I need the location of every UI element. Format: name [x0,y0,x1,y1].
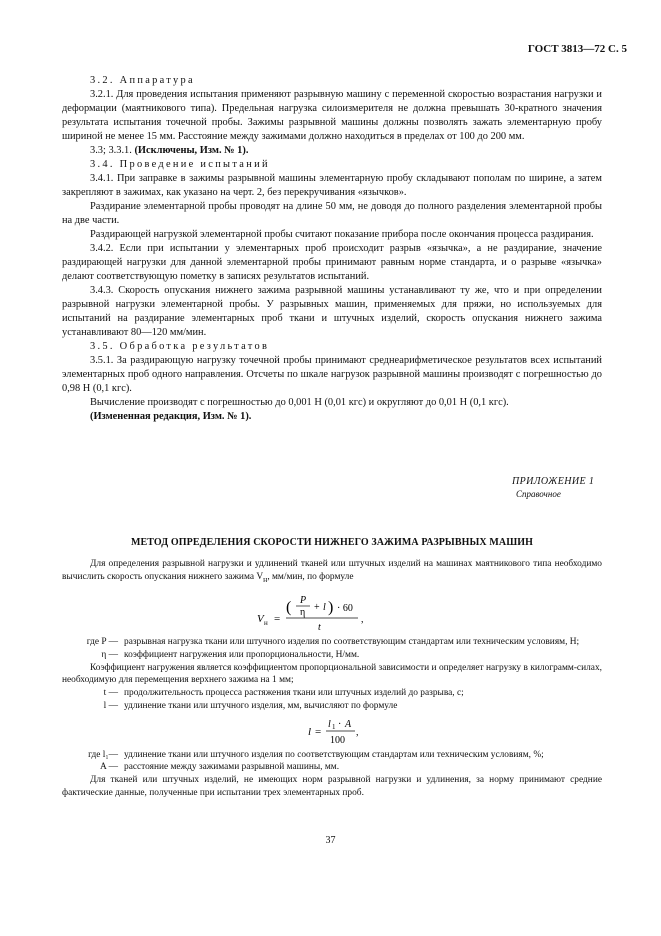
appendix-subtitle: Справочное [516,489,561,499]
svg-text:=: = [274,613,281,626]
eta-note: Коэффициент нагружения является коэффициентом пропорциональной зависимости и определяет нагрузку в килограмм-силах, необходимую для перемещения верхнего зажима на 1 мм; [62,662,602,686]
svg-text:,: , [361,614,364,626]
svg-text:·: · [338,718,342,730]
def-value: удлинение ткани или штучного изделия по соответствующим стандартам или техническим условиям, %; [124,749,544,760]
def-row-t [62,687,602,700]
svg-text:(: ( [286,599,292,617]
def-row-P [62,636,602,649]
def-row-l [62,700,602,713]
svg-text:=: = [315,725,322,738]
svg-text:+: + [314,602,320,614]
svg-text:l: l [328,718,331,730]
def-key: где l₁— [88,749,118,760]
def-row-eta [62,649,602,662]
heading-3-5: 3.5. Обработка результатов [90,341,270,352]
svg-text:l: l [323,602,326,614]
para-3-3-note: (Исключены, Изм. № 1). [134,145,249,156]
para-3-3 [62,144,602,158]
svg-text:): ) [328,599,334,617]
svg-text:l: l [308,725,312,738]
page-number: 37 [325,835,336,846]
method-intro [62,558,602,586]
para-3-5-1: 3.5.1. За раздирающую нагрузку точечной пробы принимают среднеарифметическое результатов всех испытаний элементарных проб одного направления. Отсчеты по шкале нагрузок разрывной машины производят с погрешностью до 0,98 Н (0,1 кгс). [62,355,602,394]
method-intro-end: , мм/мин, по формуле [267,571,354,582]
section-3-2 [62,74,602,424]
formula-velocity-graphic [62,592,602,636]
para-3-3-num: 3.3; 3.3.1. [90,145,132,156]
svg-text:· 60: · 60 [337,603,353,615]
svg-text:1: 1 [332,722,336,731]
def-key: l — [103,700,118,711]
para-3-4-1: 3.4.1. При заправке в зажимы разрывной машины элементарную пробу складывают пополам по ширине, а затем закрепляют в зажимах, как указано на черт. 2, без перекручивания «язычков». [62,173,602,198]
svg-text:V: V [257,613,264,626]
para-3-5-1-c: (Измененная редакция, Изм. № 1). [90,411,252,422]
method-title: МЕТОД ОПРЕДЕЛЕНИЯ СКОРОСТИ НИЖНЕГО ЗАЖИМА РАЗРЫВНЫХ МАШИН [130,537,534,548]
def-row-A [62,761,602,774]
para-3-4-2: 3.4.2. Если при испытании у элементарных проб происходит разрыв «язычка», а не раздирание, значение раздирающей нагрузки для данной элементарной пробы принимают равным норме стандарта, и о разрыве «язычка» делают соответствующую пометку в записях результатов испытаний. [62,243,602,282]
para-3-2-1: 3.2.1. Для проведения испытания применяют разрывную машину с переменной скоростью возрастания нагрузки и деформации (маятникового типа). Предельная нагрузка силоизмерителя не должна превышать 30-кратного значения результата испытания точечной пробы. Зажимы разрывной машины должны позволять зажать элементарную пробу шириной не менее 15 мм. Расстояние между зажимами должно находиться в пределах от 100 до 200 мм. [62,89,602,142]
def-value: продолжительность процесса растяжения ткани или штучных изделий до разрыва, с; [124,688,464,699]
page-header: ГОСТ 3813—72 С. 5 [527,43,627,55]
svg-text:н: н [264,619,268,628]
def-row-l1 [62,749,602,762]
formula-velocity [62,592,602,636]
def-value: расстояние между зажимами разрывной машины, мм. [124,762,340,773]
svg-text:P: P [300,595,307,607]
def-value: удлинение ткани или штучного изделия, мм, вычисляют по формуле [124,700,398,711]
final-paragraph: Для тканей или штучных изделий, не имеющих норм разрывной нагрузки и удлинения, за норму принимают средние фактические данные, полученные при испытании трех элементарных проб. [62,774,602,798]
def-value: разрывная нагрузка ткани или штучного изделия по соответствующим стандартам или техническим условиям, Н; [124,637,580,648]
svg-text:A: A [345,718,352,730]
method-intro-sub: н [263,574,268,584]
para-3-4-3: 3.4.3. Скорость опускания нижнего зажима разрывной машины устанавливают ту же, что и при определении разрывной нагрузки элементарной пробы. У разрывных машин, применяемых для пряжи, но используемых для испытаний на раздирание элементарных проб ткани и штучных изделий, скорость опускания нижнего зажима устанавливают 80—120 мм/мин. [62,285,602,338]
formula-elongation [62,713,602,749]
heading-3-4: 3.4. Проведение испытаний [90,159,270,170]
def-key: t — [103,688,118,699]
appendix-label [512,476,594,500]
def-key: A — [100,762,118,773]
svg-text:100: 100 [330,734,345,746]
para-3-4-1-c: Раздирающей нагрузкой элементарной пробы считают показание прибора после окончания процесса раздирания. [90,229,594,240]
method-intro-text: Для определения разрывной нагрузки и удлинений тканей или штучных изделий на машинах маятникового типа необходимо вычислить скорость опускания нижнего зажима V [62,559,602,582]
svg-text:η: η [300,607,306,619]
def-key: где P — [86,637,118,648]
heading-3-2: 3.2. Аппаратура [90,75,195,86]
def-key: η — [101,649,118,660]
svg-text:,: , [356,726,359,738]
para-3-4-1-b: Раздирание элементарной пробы проводят на длине 50 мм, не доводя до полного разделения элементарной пробы на две части. [62,201,602,226]
method-body [62,558,602,799]
appendix-title: ПРИЛОЖЕНИЕ 1 [512,476,595,487]
para-3-5-1-b: Вычисление производят с погрешностью до 0,001 Н (0,01 кгс) и округляют до 0,01 Н (0,1 кгс). [90,397,509,408]
svg-text:t: t [318,622,321,634]
formula-elongation-graphic [62,713,602,749]
def-value: коэффициент нагружения или пропорциональности, Н/мм. [124,649,360,660]
